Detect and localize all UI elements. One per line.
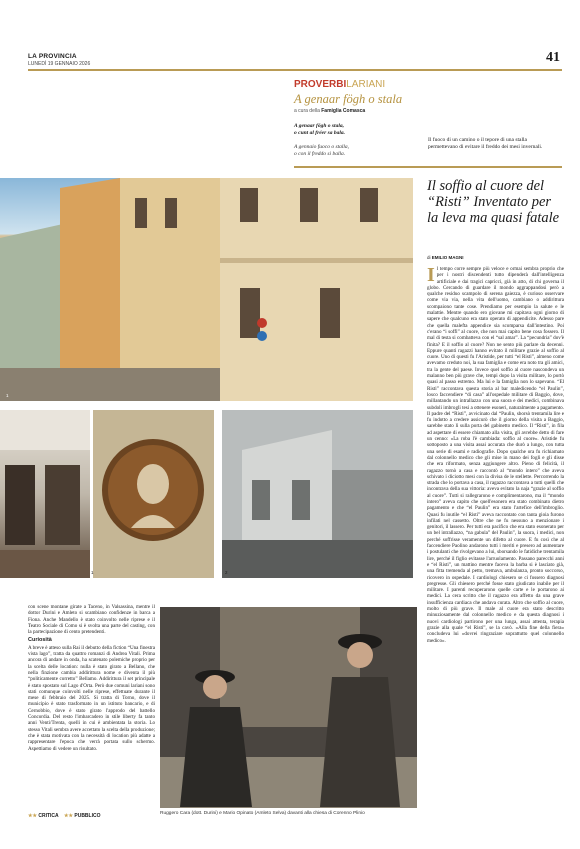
proverbi-explanation: Il fuoco di un camino o il tepore di una stalla permettevano di evitare il freddo dei mesi invernali.	[428, 137, 543, 150]
film-still-illustration	[160, 607, 417, 808]
article-body-left	[28, 604, 155, 810]
critica-stars: ★★	[28, 813, 37, 819]
header-rule	[28, 69, 562, 71]
dropcap: I	[427, 264, 435, 286]
street-photo	[0, 178, 413, 401]
proverbi-credit-name: Famiglia Comasca	[321, 108, 366, 114]
proverbi-kicker-a: PROVERBI	[294, 79, 347, 90]
page-number: 41	[546, 50, 560, 65]
plaque-photo-number: 1	[91, 570, 94, 575]
article-text-left-a: con scene montane girate a Taceno, in Valsassina, mentre il dottor Durini e Amleto si scambiano confidenze in barca a Fiona. Anche Mandello è stato coinvolto nelle riprese e il Teatro Sociale di Como si è svolta una parte del casting, con la partecipazione di cento pretendenti.	[28, 604, 155, 636]
film-photo-caption: Ruggero Cara (dott. Durini) e Mario Opinato (Amleto Selva) davanti alla chiesa di Corenno Plinio	[160, 811, 365, 816]
proverbi-rule	[294, 166, 562, 168]
street-photo-number: 1	[6, 393, 9, 398]
church-photo-number: 2	[225, 570, 228, 575]
proverbi-translation: A gennaio fuoco o stalla, o con il freddo si balla.	[294, 144, 350, 157]
street-illustration	[0, 178, 413, 401]
pubblico-stars: ★★	[64, 813, 73, 819]
article-byline	[427, 255, 464, 260]
arcade-photo	[0, 410, 90, 578]
article-text-right: l tempo corre sempre più veloce e ormai sembra proprio che per i nostri discendenti tutto dipenderà dall'intelligenza artificiale e dai tragici capricci, già in atto, di chi governa il globo. Cercando di guardare il mondo aggrappandosi però a qualche residuo scampolo di serena gaiezza, è curioso osservare come via via, nella vita dell'uomo, cambiano o addirittura scompaiono tante cose. Prendiamo per esempio la salute e le malattie. Mentre quando ero giovane mi capitava ogni giorno di sapere che qualcuno era stato operato di appendicite. Adesso pare che quella malefta appendice sia scomparsa dall'intestino. Poi c'erano “i soffi” al cuore, che non mai capito bene cosa fossero. Il mal di testa si combatteva con el “sal amar”. La “pecundria” dov'è finita? E il soffio al cuore? Non ne sento più parlare da decenni. Eppure quanti ragazzi hanno evitato il militare grazie al soffio al cuore. Uno di questi fu l'Aristide, per tutti “el Risti”, almeno come avevamo creduto noi, la sua famiglia e come era noto tra gli amici, tra la gente del paese. Invece quel soffio al cuore nascondeva un malanno ben più grave che, tempi dopo la visita militare, lo portò quasi al passo estremo. Ma lui e la famiglia non lo sapevano. “El Risti” raccontava questa storia al bar maledicendo “el Paulin”, losco faccendiere “di casa” all'ospedale militare di Baggio, dove, millantando un intrallazzo con una suora e dei medici, combinava subdoli imbrogli tesi a ottenere esoneri, naturalmente a pagamento. Il padre del “Risti”, avvicinato dal “Paulin, sborsò trentamila lire e fu indotto a credere assicurò che il giorno della visita a Baggio, sarebbe stato lì sulla porta del gabinetto medico. Il “Risti”, in fila ad aspettare di essere chiamato alla visita, gli avrebbe detto di fare un cenno: «La roba l'è cambiada: soffio al cuore». Aristide fu sottoposto a una visita assai accurata che durò a lungo, con tutta una serie di esami e radiografie. Dopo qualche ora fu richiamato dal colonnello medico che gli mise in mano dei fogli e gli disse che era riformato, senza aggiungere altro. Pieno di felicità, il ragazzo tornò a casa e raccontò al “mondo intero” che aveva schivato i diciotto mesi con la divisa de le stellette. Percorrendo la strada che lo portava a casa, il ragazzo raccontava a tutti quelli che incontrava della sua vittoria: aveva evitato la naja “grazie al soffio al cuore”. Tutti si rallegrarono e complimentarono, ma il “mondo intero” aveva capito che quell'esonero era stato combinato dietro pagamento e che “el Paulin” era stato l'artefice dell'imbroglio. Quasi fu inutile “el Risti” aveva raccontato con tanta gioia furono infilati nel cassetto. Oltre che ne fu nessuno a menzionare i genitori, il lassero. Per tutti era pacifico che era stato esonerato per un bel intrallazzo, “na gabula” del Paulin”, la suora, i medici, non perché soffrisse veramente un difetto al cuore. E fu così che al faccendiere Paolino andarono tutti i meriti e presero ad aumentare i postulanti che rivolgevano a lui, sborsando le fatidiche trentamila lire, perché il figlio evitasse l'arruolamento. Passano parecchi anni e “el Risti”, un mattino mentre faceva la barba si è lasciato già, una fitta tremenda al petto, tremava, ambulanza, pronto soccorso, ricovero in ospedale. I cardiologi chiesero se ci fossero diagnosi pregresse. Gli chiesero perché fosse stato giudicato inabile per il militare. I parenti recuperarono quelle carte e le portarono ai medici. La cera scritto che il ragazzo era affetto da una grave insufficienza cardiaca che andava curata. Altro che soffio al cuore, molto di più grave. Il male al cuore era stato descritto minuziosamente dal colonnello medico e da questa diagnosi i nuovi cardiologi partirono per una lunga, assai attenta, terapia grazie alla quale “el Risti”, se la cavò. «Alla fine della fiera» concludeva lui «dovrei ringraziare soprattutto quel colonnello medico».	[427, 266, 564, 644]
proverbi-title: A genaar fögh o stala	[294, 92, 403, 106]
article-headline: Il soffio al cuore del “Risti” Inventato per la leva ma quasi fatale	[427, 178, 560, 226]
byline-prefix: di	[427, 255, 431, 260]
proverbi-kicker-b: LARIANI	[346, 79, 386, 90]
byline-name: EMILIO MAGNI	[431, 255, 464, 260]
article-text-left-b: A breve è atteso sulla Rai il debutto della fiction “Una finestra vista lago”, tratta da quattro romanzi di Andrea Vitali. Prima ancora di andare in onda, ha scatenato polemiche proprio per la scelta delle location: nulla è stato girato a Bellano, che nella finzione cambia addirittura nome e diventa il più “politicamente corretto” Bellamo. Addirittura il set principale è stato spostato sul Lago d'Orta. Però due comuni lariani sono stati comunque coinvolti nelle riprese, effettuate durante il mese di febbraio del 2025. Si tratta di Torno, dove il municipio è stato trasformato in un istituto bancario, e di Cernobbio, dove è stato girato l'approdo del battello Concordia. Del resto l'imbarcadero in stile liberty fa tanto anni Venti/Trenta, quelli in cui è ambientata la storia. Lo stesso Vitali sembra avere accettato la scelta della produzione; che è stata motivata con la necessità di location più adatte a rappresentare l'epoca che verrà portata sullo schermo. Aspettiamo di vedere un risultato.	[28, 644, 155, 752]
film-still-photo	[160, 607, 417, 808]
proverbi-credit-prefix: a cura della	[294, 108, 320, 114]
proverbi-credit	[294, 108, 365, 114]
church-photo	[222, 410, 413, 578]
proverbi-dialect: A genaar fögh o stala, o cunt al fréer sa bala.	[294, 123, 346, 136]
article-subhead: Curiosità	[28, 637, 52, 644]
plaque-photo	[93, 410, 214, 578]
proverbi-kicker	[294, 79, 385, 90]
rating-box	[28, 813, 101, 819]
critica-label: CRITICA	[38, 813, 59, 819]
article-body-right	[427, 266, 564, 826]
masthead: LA PROVINCIA	[28, 53, 77, 60]
pubblico-label: PUBBLICO	[74, 813, 101, 819]
arcade-illustration	[0, 410, 90, 578]
dateline: LUNEDÌ 19 GENNAIO 2026	[28, 61, 91, 67]
church-illustration	[222, 410, 413, 578]
plaque-illustration	[93, 410, 214, 578]
